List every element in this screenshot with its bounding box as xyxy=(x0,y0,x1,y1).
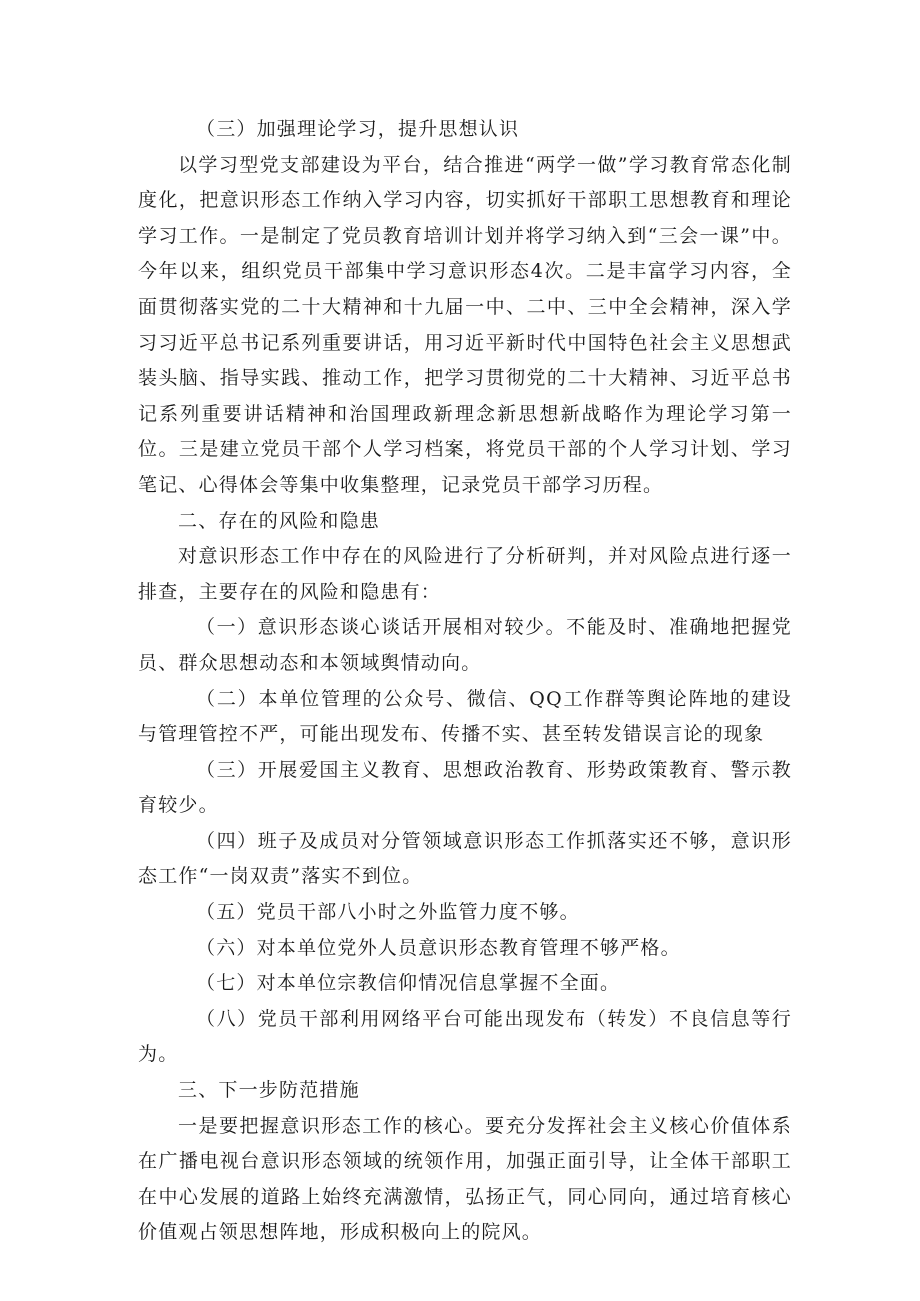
risk-item-3: （三）开展爱国主义教育、思想政治教育、形势政策教育、警示教育较少。 xyxy=(138,758,792,817)
risk-item-8: （八）党员干部利用网络平台可能出现发布（转发）不良信息等行为。 xyxy=(138,1007,792,1066)
part-2-intro: 对意识形态工作中存在的风险进行了分析研判，并对风险点进行逐一排查，主要存在的风险和隐患有： xyxy=(138,545,792,603)
risk-item-2: （二）本单位管理的公众号、微信、QQ工作群等舆论阵地的建设与管理管控不严，可能出现发布、传播不实、甚至转发错误言论的现象 xyxy=(138,687,792,746)
risk-item-1: （一）意识形态谈心谈话开展相对较少。不能及时、准确地把握党员、群众思想动态和本领域舆情动向。 xyxy=(138,616,792,674)
risk-item-6: （六）对本单位党外人员意识形态教育管理不够严格。 xyxy=(196,936,681,959)
risk-item-7: （七）对本单位宗教信仰情况信息掌握不全面。 xyxy=(196,972,621,995)
section-heading-3: （三）加强理论学习，提升思想认识 xyxy=(196,118,520,140)
part-3-body: 一是要把握意识形态工作的核心。要充分发挥社会主义核心价值体系在广播电视台意识形态领域的统领作用，加强正面引导，让全体干部职工在中心发展的道路上始终充满激情，弘扬正气，同心同向，通过培育核心价值观占领思想阵地，形成积极向上的院风。 xyxy=(138,1114,792,1244)
risk-item-5: （五）党员干部八小时之外监管力度不够。 xyxy=(196,901,580,924)
section-3-body: 以学习型党支部建设为平台，结合推进“两学一做”学习教育常态化制度化，把意识形态工作纳入学习内容，切实抓好干部职工思想教育和理论学习工作。一是制定了党员教育培训计划并将学习纳入到“三会一课”中。今年以来，组织党员干部集中学习意识形态4次。二是丰富学习内容，全面贯彻落实党的二十大精神和十九届一中、二中、三中全会精神，深入学习习近平总书记系列重要讲话，用习近平新时代中国特色社会主义思想武装头脑、指导实践、推动工作，把学习贯彻党的二十大精神、习近平总书记系列重要讲话精神和治国理政新理念新思想新战略作为理论学习第一位。三是建立党员干部个人学习档案，将党员干部的个人学习计划、学习笔记、心得体会等集中收集整理，记录党员干部学习历程。 xyxy=(138,153,792,496)
risk-item-4: （四）班子及成员对分管领域意识形态工作抓落实还不够，意识形态工作“一岗双责”落实不到位。 xyxy=(138,829,792,888)
part-3-heading: 三、下一步防范措施 xyxy=(178,1079,360,1102)
part-2-heading: 二、存在的风险和隐患 xyxy=(178,509,381,532)
